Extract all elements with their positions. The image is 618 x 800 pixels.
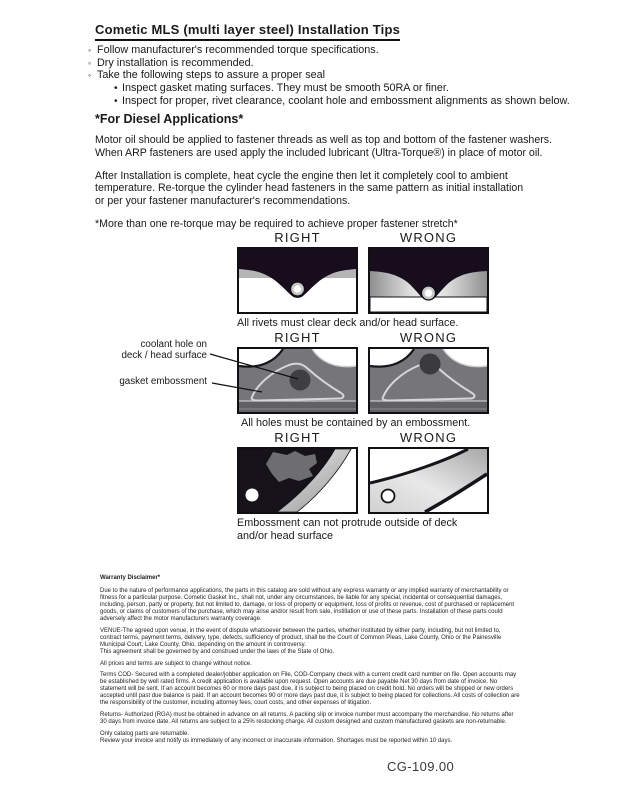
- rivet-wrong-figure: [368, 247, 489, 314]
- list-item: [88, 69, 570, 82]
- paragraph-line: When ARP fasteners are used apply the included lubricant (Ultra-Torque®) in place of motor oil.: [95, 146, 543, 159]
- diagram-caption: All rivets must clear deck and/or head surface.: [237, 317, 459, 329]
- protrusion-right-figure: [237, 447, 358, 514]
- dot-bullet-icon: •: [114, 96, 118, 108]
- diesel-applications-section: [95, 112, 552, 241]
- right-label: RIGHT: [274, 430, 321, 445]
- sub-list-item: [114, 82, 570, 96]
- protrusion-right-illustration: [239, 449, 356, 512]
- paragraph-line: After Installation is complete, heat cycle the engine then let it completely cool to ambient: [95, 169, 508, 182]
- rivet-wrong-illustration: [370, 249, 487, 312]
- protrusion-wrong-figure: [368, 447, 489, 514]
- coolant-hole-wrong-figure: [368, 347, 489, 414]
- wrong-label: WRONG: [399, 230, 458, 245]
- wrong-label: WRONG: [399, 430, 458, 445]
- list-item-text: Dry installation is recommended.: [97, 56, 254, 69]
- diagram-caption: All holes must be contained by an embossment.: [241, 417, 471, 429]
- catalog-parts-line: Only catalog parts are returnable.: [100, 731, 190, 738]
- paragraph-line: temperature. Re-torque the cylinder head fasteners in the same pattern as initial installation: [95, 182, 524, 195]
- warranty-heading: Warranty Disclaimer*: [100, 575, 161, 581]
- right-label: RIGHT: [274, 330, 321, 345]
- rivet-right-figure: [237, 247, 358, 314]
- list-item-text: Follow manufacturer's recommended torque specifications.: [97, 44, 379, 56]
- warranty-paragraph: Due to the nature of performance applications, the parts in this catalog are sold without any express warranty or any implied warranty of merchantability or fitness for a particular purpose. Cometic Gasket Inc., shall not, under any circumstances, be liable for any special, incidental or consequential damages, including, person, party or property, but not limited to, damage, or loss of property or equipment, loss of profits or revenue, cost of purchased or replacement goods, or claims of customers of the purchase, which may arise and/or result from sale, instillation or use of these parts. Installation of these parts could adversely affect the motor manufacturers warranty coverage.: [100, 587, 515, 622]
- retorque-note: *More than one re-torque may be required to achieve proper fastener stretch*: [95, 217, 458, 230]
- bolt-hole: [246, 489, 259, 502]
- dot-bullet-icon: •: [114, 82, 118, 94]
- bolt-hole: [382, 490, 395, 503]
- embossment-containment-diagram: [237, 330, 489, 430]
- page-title: Cometic MLS (multi layer steel) Installation Tips: [95, 22, 400, 41]
- paragraph: [95, 218, 552, 231]
- list-item: [88, 44, 570, 57]
- paragraph: [95, 134, 552, 160]
- coolant-hole-right-illustration: [239, 349, 356, 412]
- embossment-protrusion-diagram: [237, 430, 489, 542]
- coolant-hole-callout: [95, 339, 207, 361]
- circle-bullet-icon: ◦: [88, 70, 92, 81]
- circle-bullet-icon: ◦: [88, 45, 92, 55]
- list-item-text: Inspect gasket mating surfaces. They must be smooth 50RA or finer.: [122, 81, 449, 94]
- installation-tips-list: [88, 44, 570, 109]
- diagram-caption: [237, 517, 489, 542]
- coolant-hole: [420, 354, 441, 375]
- caption-line: and/or head surface: [237, 529, 334, 542]
- warranty-disclaimer-section: [100, 575, 520, 750]
- paragraph-line: or per your fastener manufacturer's recommendations.: [95, 195, 351, 208]
- paragraph-line: Motor oil should be applied to fastener threads as well as top and bottom of the fastener washers.: [95, 134, 552, 146]
- coolant-hole-wrong-illustration: [370, 349, 487, 412]
- coolant-hole: [290, 370, 311, 391]
- protrusion-wrong-illustration: [370, 449, 487, 512]
- caption-line: Embossment can not protrude outside of deck: [237, 517, 458, 529]
- gasket-embossment-callout: gasket embossment: [119, 376, 207, 387]
- terms-cod-paragraph: Terms COD- Secured with a completed dealer/jobber application on File, COD-Company check with a current credit card number on file. Open accounts may be established by well rated firms. A credit application is available upon request. Open accounts are due payable Net 30 days from date of invoice. No statement will be sent. If an account becomes 60 or more days past due, it is subject to being placed on credit hold. No orders will be shipped or new orders accepted until past due balance is paid. If an account becomes 90 or more days past due, it is subject to being placed for collections. All costs of collection are the responsibility of the customer, including attorney fees, court costs, and other expenses of litigation.: [100, 672, 520, 707]
- list-item-text: Take the following steps to assure a proper seal: [97, 69, 326, 82]
- rivet-clearance-diagram: [237, 230, 489, 330]
- section-heading: *For Diesel Applications*: [95, 112, 244, 126]
- list-item: [88, 57, 570, 70]
- returns-paragraph: Returns- Authorized (RGA) must be obtained in advance on all returns. A packing slip or invoice number must accompany the merchandise. No returns after 30 days from invoice date. All returns are subject to a 25% restocking charge. All custom designed and custom manufactured gaskets are non-returnable.: [100, 712, 514, 726]
- page-code: CG-109.00: [387, 759, 455, 774]
- right-label: RIGHT: [274, 230, 321, 245]
- sub-list-item: [114, 95, 570, 109]
- rivet-right-illustration: [239, 249, 356, 312]
- prices-terms-line: All prices and terms are subject to change without notice.: [100, 660, 252, 667]
- list-item-text: Inspect for proper, rivet clearance, coolant hole and embossment alignments as shown below.: [122, 95, 570, 108]
- callout-line: deck / head surface: [121, 350, 207, 362]
- wrong-label: WRONG: [399, 330, 458, 345]
- invoice-review-line: Review your invoice and notify us immediately of any incorrect or inaccurate information. Shortages must be reported within 10 days.: [100, 738, 453, 745]
- coolant-hole-right-figure: [237, 347, 358, 414]
- paragraph: [95, 170, 552, 208]
- governing-law-line: This agreement shall be governed by and construed under the laws of the State of Ohio.: [100, 648, 335, 655]
- callout-line: coolant hole on: [140, 339, 207, 350]
- circle-bullet-icon: ◦: [88, 57, 92, 68]
- venue-paragraph: VENUE-The agreed upon venue, in the event of dispute whatsoever between the parties, whether instituted by either party, including, but not limited to, contract terms, payment terms, delivery, type, defects, sufficiency of product, shall be the Court of Common Pleas, Lake County, Ohio or the Painesville Municipal Court, Lake County, Ohio, depending on the amount in controversy.: [100, 627, 502, 648]
